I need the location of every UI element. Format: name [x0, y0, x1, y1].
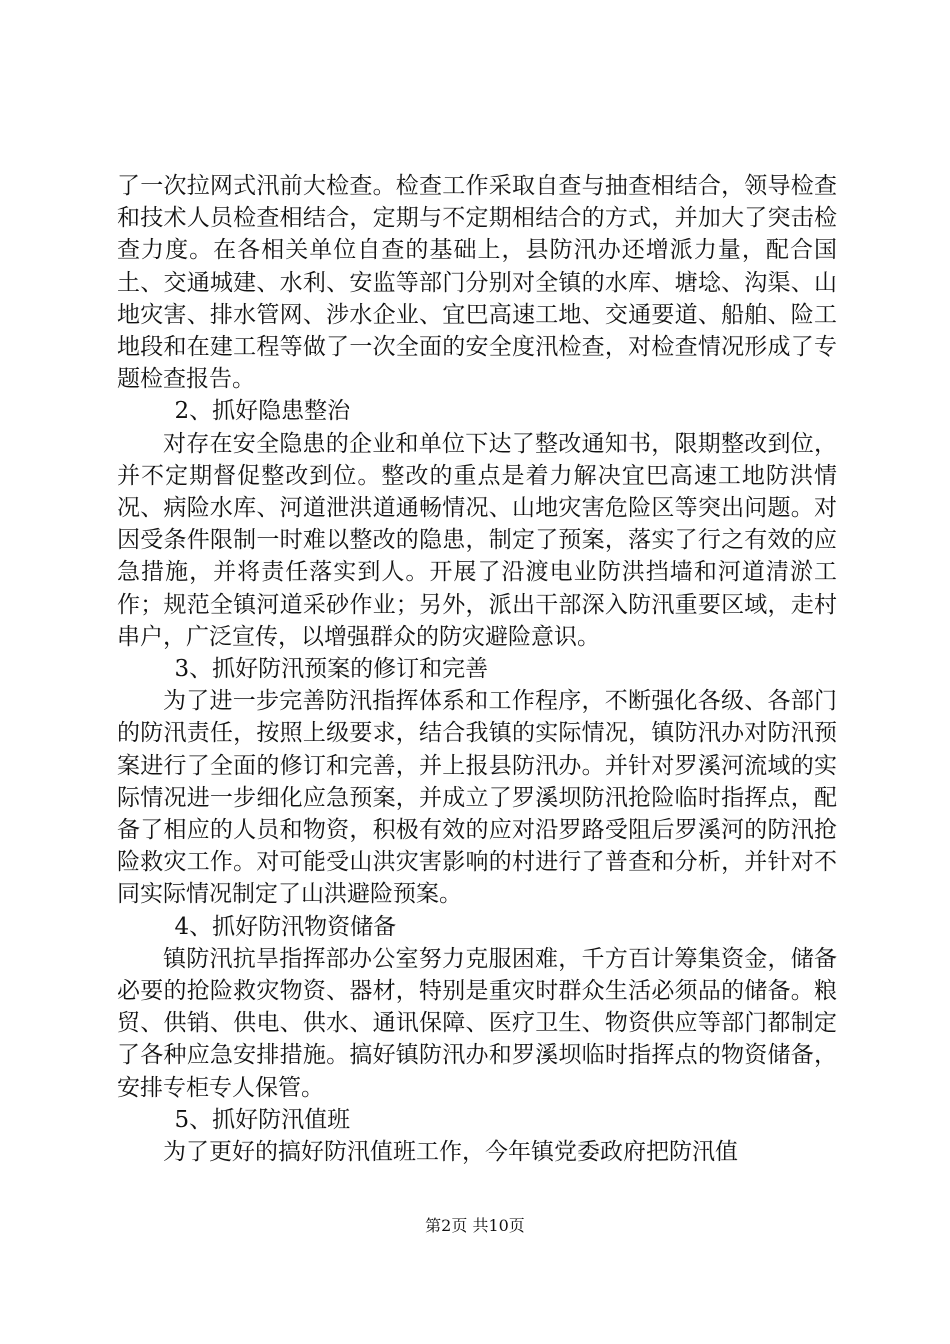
page-footer: 第2页 共10页 [425, 1216, 525, 1235]
section-heading-5: 5、抓好防汛值班 [174, 1106, 351, 1133]
section-heading-3: 3、抓好防汛预案的修订和完善 [174, 656, 489, 683]
section-heading-2: 2、抓好隐患整治 [174, 398, 351, 425]
paragraph-duty-shift: 为了更好的搞好防汛值班工作，今年镇党委政府把防汛值 [163, 1139, 738, 1166]
paragraph-hazard-rectification: 对存在安全隐患的企业和单位下达了整改通知书，限期整改到位，并不定期督促整改到位。整改的重点是着力解决宜巴高速工地防洪情况、病险水库、河道泄洪道通畅情况、山地灾害危险区等突出问题。对因受条件限制一时难以整改的隐患，制定了预案，落实了行之有效的应急措施，并将责任落实到人。开展了沿渡电业防洪挡墙和河道清淤工作；规范全镇河道采砂作业；另外，派出干部深入防汛重要区域，走村串户，广泛宣传，以增强群众的防灾避险意识。 [117, 430, 837, 650]
paragraph-plan-revision: 为了进一步完善防汛指挥体系和工作程序，不断强化各级、各部门的防汛责任，按照上级要求，结合我镇的实际情况，镇防汛办对防汛预案进行了全面的修订和完善，并上报县防汛办。并针对罗溪河流域的实际情况进一步细化应急预案，并成立了罗溪坝防汛抢险临时指挥点，配备了相应的人员和物资，积极有效的应对沿罗路受阻后罗溪河的防汛抢险救灾工作。对可能受山洪灾害影响的村进行了普查和分析，并针对不同实际情况制定了山洪避险预案。 [117, 688, 837, 908]
paragraph-inspection: 了一次拉网式汛前大检查。检查工作采取自查与抽查相结合，领导检查和技术人员检查相结合，定期与不定期相结合的方式，并加大了突击检查力度。在各相关单位自查的基础上，县防汛办还增派力量，配合国土、交通城建、水利、安监等部门分别对全镇的水库、塘埝、沟渠、山地灾害、排水管网、涉水企业、宜巴高速工地、交通要道、船舶、险工地段和在建工程等做了一次全面的安全度汛检查，对检查情况形成了专题检查报告。 [117, 173, 837, 393]
paragraph-material-reserve: 镇防汛抗旱指挥部办公室努力克服困难，千方百计筹集资金，储备必要的抢险救灾物资、器材，特别是重灾时群众生活必须品的储备。粮贸、供销、供电、供水、通讯保障、医疗卫生、物资供应等部门都制定了各种应急安排措施。搞好镇防汛办和罗溪坝临时指挥点的物资储备，安排专柜专人保管。 [117, 945, 837, 1101]
document-body [117, 170, 837, 1168]
section-heading-4: 4、抓好防汛物资储备 [174, 913, 397, 940]
